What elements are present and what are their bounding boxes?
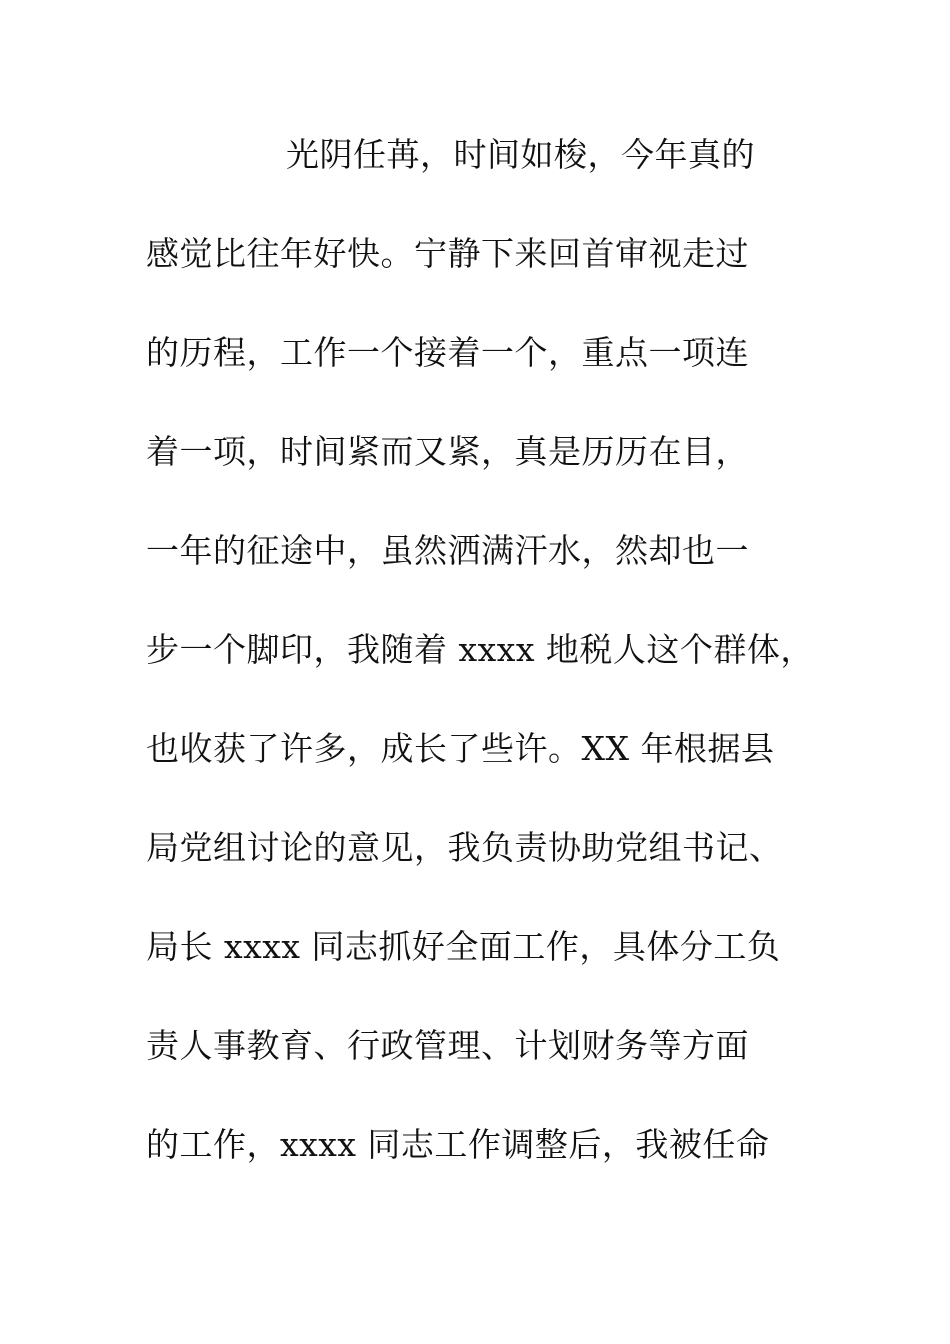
text-line: 一年的征途中，虽然洒满汗水，然却也一 bbox=[146, 531, 749, 570]
text-line: 局党组讨论的意见，我负责协助党组书记、 bbox=[146, 828, 783, 867]
body-paragraph bbox=[146, 122, 826, 1211]
text-line: 步一个脚印，我随着 xxxx 地税人这个群体， bbox=[146, 630, 814, 669]
text-line: 责人事教育、行政管理、计划财务等方面 bbox=[146, 1026, 749, 1065]
text-line: 局长 xxxx 同志抓好全面工作，具体分工负 bbox=[146, 927, 781, 966]
text-line: 也收获了许多，成长了些许。XX 年根据县 bbox=[146, 729, 775, 768]
text-line: 感觉比往年好快。宁静下来回首审视走过 bbox=[146, 234, 749, 273]
text-line: 着一项，时间紧而又紧，真是历历在目， bbox=[146, 432, 749, 471]
text-line: 的工作，xxxx 同志工作调整后，我被任命 bbox=[146, 1125, 770, 1164]
text-line: 的历程，工作一个接着一个，重点一项连 bbox=[146, 333, 749, 372]
text-line: 光阴任苒，时间如梭，今年真的 bbox=[286, 135, 755, 174]
